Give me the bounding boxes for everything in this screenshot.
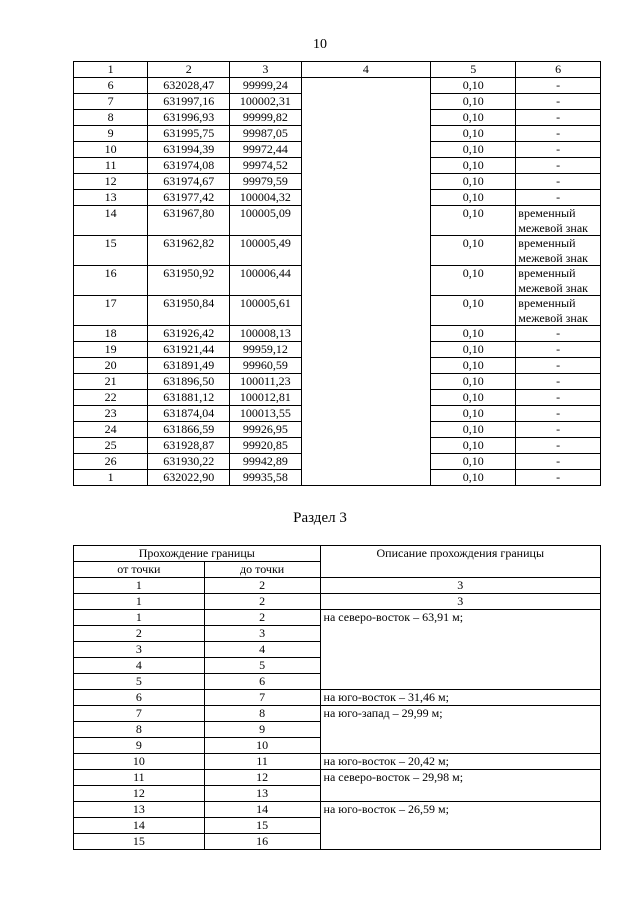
y-coordinate-cell: 100012,81 bbox=[230, 390, 301, 406]
column-number-cell: 1 bbox=[74, 62, 148, 78]
y-coordinate-cell: 99974,52 bbox=[230, 158, 301, 174]
marker-description-cell: - bbox=[516, 78, 601, 94]
column-number-row bbox=[74, 578, 601, 594]
x-coordinate-cell: 631994,39 bbox=[148, 142, 230, 158]
accuracy-cell: 0,10 bbox=[431, 190, 516, 206]
to-point-cell: 14 bbox=[204, 802, 320, 818]
accuracy-cell: 0,10 bbox=[431, 326, 516, 342]
from-point-cell: 1 bbox=[74, 610, 205, 626]
column-number-row bbox=[74, 594, 601, 610]
column-number-cell: 2 bbox=[204, 594, 320, 610]
marker-description-cell: - bbox=[516, 390, 601, 406]
from-point-cell: 6 bbox=[74, 690, 205, 706]
table-row bbox=[74, 610, 601, 626]
boundary-description-cell: на северо-восток – 29,98 м; bbox=[320, 770, 600, 802]
to-point-cell: 2 bbox=[204, 610, 320, 626]
marker-description-cell: - bbox=[516, 374, 601, 390]
accuracy-cell: 0,10 bbox=[431, 110, 516, 126]
to-point-cell: 11 bbox=[204, 754, 320, 770]
boundary-description-table bbox=[73, 545, 601, 850]
marker-description-cell: - bbox=[516, 94, 601, 110]
marker-description-cell: временный межевой знак bbox=[516, 236, 601, 266]
point-number-cell: 18 bbox=[74, 326, 148, 342]
to-point-cell: 8 bbox=[204, 706, 320, 722]
marker-description-cell: временный межевой знак bbox=[516, 266, 601, 296]
x-coordinate-cell: 631995,75 bbox=[148, 126, 230, 142]
accuracy-cell: 0,10 bbox=[431, 438, 516, 454]
to-point-cell: 16 bbox=[204, 834, 320, 850]
y-coordinate-cell: 99960,59 bbox=[230, 358, 301, 374]
y-coordinate-cell: 100006,44 bbox=[230, 266, 301, 296]
marker-description-cell: - bbox=[516, 190, 601, 206]
x-coordinate-cell: 631926,42 bbox=[148, 326, 230, 342]
boundary-description-cell: на юго-восток – 26,59 м; bbox=[320, 802, 600, 850]
x-coordinate-cell: 631996,93 bbox=[148, 110, 230, 126]
y-coordinate-cell: 100002,31 bbox=[230, 94, 301, 110]
x-coordinate-cell: 632022,90 bbox=[148, 470, 230, 486]
column-number-cell: 5 bbox=[431, 62, 516, 78]
marker-description-cell: - bbox=[516, 470, 601, 486]
marker-description-cell: - bbox=[516, 438, 601, 454]
point-number-cell: 9 bbox=[74, 126, 148, 142]
point-number-cell: 22 bbox=[74, 390, 148, 406]
x-coordinate-cell: 631896,50 bbox=[148, 374, 230, 390]
marker-description-cell: - bbox=[516, 326, 601, 342]
marker-description-cell: - bbox=[516, 158, 601, 174]
from-point-cell: 3 bbox=[74, 642, 205, 658]
point-number-cell: 1 bbox=[74, 470, 148, 486]
column-number-cell: 6 bbox=[516, 62, 601, 78]
column-number-cell: 4 bbox=[301, 62, 431, 78]
point-number-cell: 23 bbox=[74, 406, 148, 422]
from-point-cell: 5 bbox=[74, 674, 205, 690]
accuracy-cell: 0,10 bbox=[431, 94, 516, 110]
point-number-cell: 14 bbox=[74, 206, 148, 236]
accuracy-cell: 0,10 bbox=[431, 296, 516, 326]
point-number-cell: 6 bbox=[74, 78, 148, 94]
accuracy-cell: 0,10 bbox=[431, 470, 516, 486]
marker-description-cell: временный межевой знак bbox=[516, 296, 601, 326]
point-number-cell: 16 bbox=[74, 266, 148, 296]
x-coordinate-cell: 631962,82 bbox=[148, 236, 230, 266]
y-coordinate-cell: 100011,23 bbox=[230, 374, 301, 390]
column-number-cell: 3 bbox=[230, 62, 301, 78]
marker-description-cell: временный межевой знак bbox=[516, 206, 601, 236]
y-coordinate-cell: 99999,82 bbox=[230, 110, 301, 126]
column-number-cell: 1 bbox=[74, 594, 205, 610]
x-coordinate-cell: 631974,67 bbox=[148, 174, 230, 190]
point-number-cell: 11 bbox=[74, 158, 148, 174]
to-point-cell: 13 bbox=[204, 786, 320, 802]
x-coordinate-cell: 631950,84 bbox=[148, 296, 230, 326]
from-point-cell: 14 bbox=[74, 818, 205, 834]
marker-description-cell: - bbox=[516, 422, 601, 438]
to-point-cell: 15 bbox=[204, 818, 320, 834]
y-coordinate-cell: 99999,24 bbox=[230, 78, 301, 94]
x-coordinate-cell: 631866,59 bbox=[148, 422, 230, 438]
table-row bbox=[74, 770, 601, 786]
from-point-cell: 7 bbox=[74, 706, 205, 722]
column-number-cell: 1 bbox=[74, 578, 205, 594]
from-point-cell: 15 bbox=[74, 834, 205, 850]
y-coordinate-cell: 100013,55 bbox=[230, 406, 301, 422]
marker-description-cell: - bbox=[516, 174, 601, 190]
marker-description-cell: - bbox=[516, 358, 601, 374]
marker-description-cell: - bbox=[516, 454, 601, 470]
x-coordinate-cell: 631921,44 bbox=[148, 342, 230, 358]
from-point-cell: 10 bbox=[74, 754, 205, 770]
from-point-cell: 2 bbox=[74, 626, 205, 642]
x-coordinate-cell: 631874,04 bbox=[148, 406, 230, 422]
table-row bbox=[74, 754, 601, 770]
boundary-description-cell: на юго-запад – 29,99 м; bbox=[320, 706, 600, 754]
accuracy-cell: 0,10 bbox=[431, 236, 516, 266]
y-coordinate-cell: 100005,61 bbox=[230, 296, 301, 326]
column-number-cell: 3 bbox=[320, 578, 600, 594]
point-number-cell: 19 bbox=[74, 342, 148, 358]
table-header-row bbox=[74, 546, 601, 562]
coordinates-table bbox=[73, 61, 601, 486]
to-point-cell: 3 bbox=[204, 626, 320, 642]
accuracy-cell: 0,10 bbox=[431, 174, 516, 190]
column-number-cell: 3 bbox=[320, 594, 600, 610]
to-point-cell: 4 bbox=[204, 642, 320, 658]
point-number-cell: 7 bbox=[74, 94, 148, 110]
to-point-cell: 10 bbox=[204, 738, 320, 754]
y-coordinate-cell: 99979,59 bbox=[230, 174, 301, 190]
boundary-description-cell: на юго-восток – 31,46 м; bbox=[320, 690, 600, 706]
marker-description-cell: - bbox=[516, 126, 601, 142]
accuracy-cell: 0,10 bbox=[431, 374, 516, 390]
y-coordinate-cell: 99987,05 bbox=[230, 126, 301, 142]
y-coordinate-cell: 99972,44 bbox=[230, 142, 301, 158]
column-number-cell: 2 bbox=[148, 62, 230, 78]
point-number-cell: 21 bbox=[74, 374, 148, 390]
marker-description-cell: - bbox=[516, 342, 601, 358]
y-coordinate-cell: 99926,95 bbox=[230, 422, 301, 438]
y-coordinate-cell: 100004,32 bbox=[230, 190, 301, 206]
accuracy-cell: 0,10 bbox=[431, 158, 516, 174]
from-point-cell: 11 bbox=[74, 770, 205, 786]
point-number-cell: 17 bbox=[74, 296, 148, 326]
boundary-description-cell: на северо-восток – 63,91 м; bbox=[320, 610, 600, 690]
x-coordinate-cell: 631977,42 bbox=[148, 190, 230, 206]
table-row bbox=[74, 706, 601, 722]
from-point-cell: 4 bbox=[74, 658, 205, 674]
page-number: 10 bbox=[313, 37, 327, 52]
accuracy-cell: 0,10 bbox=[431, 454, 516, 470]
to-point-cell: 6 bbox=[204, 674, 320, 690]
description-header-cell: Описание прохождения границы bbox=[320, 546, 600, 578]
x-coordinate-cell: 631997,16 bbox=[148, 94, 230, 110]
y-coordinate-cell: 99920,85 bbox=[230, 438, 301, 454]
to-point-cell: 5 bbox=[204, 658, 320, 674]
x-coordinate-cell: 631967,80 bbox=[148, 206, 230, 236]
accuracy-cell: 0,10 bbox=[431, 266, 516, 296]
accuracy-cell: 0,10 bbox=[431, 422, 516, 438]
point-number-cell: 12 bbox=[74, 174, 148, 190]
y-coordinate-cell: 99935,58 bbox=[230, 470, 301, 486]
point-number-cell: 15 bbox=[74, 236, 148, 266]
accuracy-cell: 0,10 bbox=[431, 126, 516, 142]
accuracy-cell: 0,10 bbox=[431, 390, 516, 406]
column-number-cell: 2 bbox=[204, 578, 320, 594]
x-coordinate-cell: 631974,08 bbox=[148, 158, 230, 174]
table-row bbox=[74, 802, 601, 818]
section-title: Раздел 3 bbox=[293, 510, 347, 526]
point-number-cell: 10 bbox=[74, 142, 148, 158]
from-point-header-cell: от точки bbox=[74, 562, 205, 578]
to-point-cell: 12 bbox=[204, 770, 320, 786]
accuracy-cell: 0,10 bbox=[431, 78, 516, 94]
accuracy-cell: 0,10 bbox=[431, 342, 516, 358]
from-point-cell: 13 bbox=[74, 802, 205, 818]
from-point-cell: 12 bbox=[74, 786, 205, 802]
x-coordinate-cell: 631928,87 bbox=[148, 438, 230, 454]
table-row bbox=[74, 690, 601, 706]
point-number-cell: 8 bbox=[74, 110, 148, 126]
marker-description-cell: - bbox=[516, 406, 601, 422]
point-number-cell: 13 bbox=[74, 190, 148, 206]
x-coordinate-cell: 631950,92 bbox=[148, 266, 230, 296]
boundary-description-cell: на юго-восток – 20,42 м; bbox=[320, 754, 600, 770]
table-header-row bbox=[74, 62, 601, 78]
point-number-cell: 26 bbox=[74, 454, 148, 470]
y-coordinate-cell: 100005,09 bbox=[230, 206, 301, 236]
passage-header-cell: Прохождение границы bbox=[74, 546, 321, 562]
accuracy-cell: 0,10 bbox=[431, 206, 516, 236]
y-coordinate-cell: 100005,49 bbox=[230, 236, 301, 266]
table-row bbox=[74, 78, 601, 94]
x-coordinate-cell: 631881,12 bbox=[148, 390, 230, 406]
marker-description-cell: - bbox=[516, 142, 601, 158]
y-coordinate-cell: 100008,13 bbox=[230, 326, 301, 342]
point-number-cell: 20 bbox=[74, 358, 148, 374]
to-point-header-cell: до точки bbox=[204, 562, 320, 578]
x-coordinate-cell: 632028,47 bbox=[148, 78, 230, 94]
point-number-cell: 24 bbox=[74, 422, 148, 438]
x-coordinate-cell: 631930,22 bbox=[148, 454, 230, 470]
accuracy-cell: 0,10 bbox=[431, 406, 516, 422]
accuracy-cell: 0,10 bbox=[431, 358, 516, 374]
accuracy-cell: 0,10 bbox=[431, 142, 516, 158]
y-coordinate-cell: 99942,89 bbox=[230, 454, 301, 470]
y-coordinate-cell: 99959,12 bbox=[230, 342, 301, 358]
from-point-cell: 9 bbox=[74, 738, 205, 754]
column-4-cell bbox=[301, 78, 431, 486]
marker-description-cell: - bbox=[516, 110, 601, 126]
to-point-cell: 7 bbox=[204, 690, 320, 706]
x-coordinate-cell: 631891,49 bbox=[148, 358, 230, 374]
point-number-cell: 25 bbox=[74, 438, 148, 454]
to-point-cell: 9 bbox=[204, 722, 320, 738]
from-point-cell: 8 bbox=[74, 722, 205, 738]
